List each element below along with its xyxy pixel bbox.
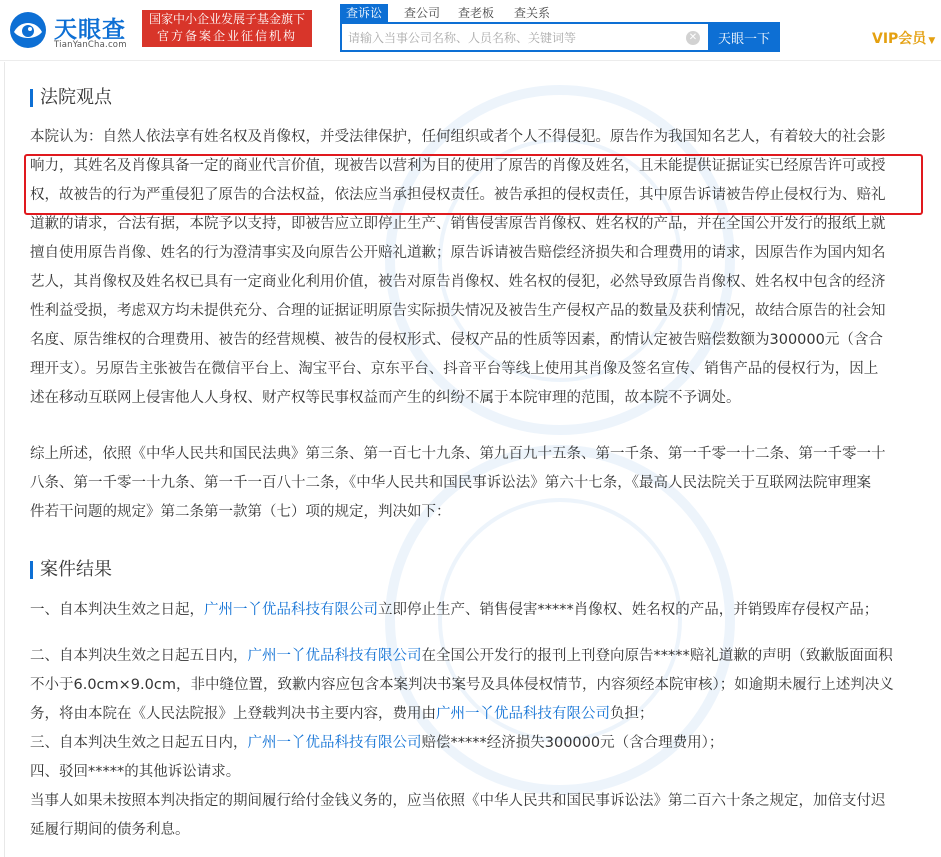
official-badge — [142, 10, 312, 47]
text-line: 四、驳回*****的其他诉讼请求。 — [30, 764, 241, 780]
text-line: 不小于6.0cm×9.0cm，非中缝位置，致歉内容应包含本案判决书案号及具体侵权情节，内容须经本院审核）；如逾期未履行上述判决义 — [30, 677, 894, 693]
result-text: 二、自本判决生效之日起五日内， — [30, 648, 248, 664]
text-line: 理开支）。另原告主张被告在微信平台上、淘宝平台、京东平台、抖音平台等线上使用其肖像及签名宣传、销售产品的侵权行为，因上 — [30, 361, 879, 377]
vip-member-link[interactable] — [872, 28, 935, 48]
text-line — [30, 729, 920, 758]
chevron-down-icon: ▼ — [928, 36, 936, 46]
badge-line-2: 官方备案企业征信机构 — [156, 29, 297, 43]
result-item-1 — [30, 596, 920, 625]
section-title-case-result: 案件结果 — [30, 558, 112, 582]
text-line — [30, 596, 920, 625]
text-line: 件若干问题的规定》第二条第一款第（七）项的规定，判决如下： — [30, 504, 451, 520]
company-link[interactable]: 广州一丫优品科技有限公司 — [204, 602, 378, 618]
company-link[interactable]: 广州一丫优品科技有限公司 — [247, 648, 422, 664]
company-link[interactable]: 广州一丫优品科技有限公司 — [436, 706, 610, 722]
result-text: 立即停止生产、销售侵害*****肖像权、姓名权的产品，并销毁库存侵权产品； — [378, 602, 879, 618]
result-item-2 — [30, 642, 920, 845]
court-opinion-paragraph — [30, 123, 920, 413]
clear-icon[interactable]: ✕ — [686, 31, 700, 45]
text-line: 延履行期间的债务利息。 — [30, 822, 190, 838]
judgment-basis-paragraph — [30, 440, 920, 527]
result-text: 在全国公开发行的报刊上刊登向原告*****赔礼道歉的声明（致歉版面面积 — [421, 648, 893, 664]
text-line: 八条、第一千零一十九条、第一千一百八十二条，《中华人民共和国民事诉讼法》第六十七条，《最高人民法院关于互联网法院审理案 — [30, 475, 871, 491]
text-line: 艺人，其肖像权及姓名权已具有一定商业化利用价值，被告对原告肖像权、姓名权的侵犯，必然导致原告肖像权、姓名权中包含的经济 — [30, 274, 886, 290]
logo-eye-icon — [8, 10, 48, 50]
content-left-border — [4, 62, 5, 857]
result-text: 务，将由本院在《人民法院报》上登载判决书主要内容，费用由 — [30, 706, 436, 722]
tab-relation[interactable]: 查关系 — [514, 6, 551, 20]
logo-domain: TianYanCha.com — [54, 40, 127, 50]
result-text: 负担； — [610, 706, 654, 722]
section-title-court-opinion: 法院观点 — [30, 86, 112, 110]
badge-line-1: 国家中小企业发展子基金旗下 — [148, 12, 305, 26]
result-text: 三、自本判决生效之日起五日内， — [30, 735, 248, 751]
tab-company[interactable]: 查公司 — [404, 6, 441, 20]
text-line: 综上所述，依照《中华人民共和国民法典》第三条、第一百七十九条、第九百九十五条、第一千条、第一千零一十二条、第一千零一十 — [30, 446, 886, 462]
search-input[interactable] — [348, 28, 678, 48]
text-line: 权，故被告的行为严重侵犯了原告的合法权益，依法应当承担侵权责任。被告承担的侵权责任，其中原告诉请被告停止侵权行为、赔礼 — [30, 187, 886, 203]
text-line: 本院认为：自然人依法享有姓名权及肖像权，并受法律保护，任何组织或者个人不得侵犯。原告作为我国知名艺人，有着较大的社会影 — [30, 129, 886, 145]
vip-label: VIP会员 — [872, 31, 927, 47]
logo-text: 天眼查 — [54, 17, 126, 43]
search-button[interactable]: 天眼一下 — [708, 22, 780, 52]
text-line: 名度、原告维权的合理费用、被告的经营规模、被告的侵权形式、侵权产品的性质等因素，酌情认定被告赔偿数额为300000元（含合 — [30, 332, 883, 348]
tianyancha-logo[interactable] — [8, 8, 140, 52]
text-line: 响力，其姓名及肖像具备一定的商业代言价值，现被告以营利为目的使用了原告的肖像及姓名，且未能提供证据证实已经原告许可或授 — [30, 158, 886, 174]
text-line: 擅自使用原告肖像、姓名的行为澄清事实及向原告公开赔礼道歉；原告诉请被告赔偿经济损失和合理费用的请求，因原告作为国内知名 — [30, 245, 886, 261]
result-text: 一、自本判决生效之日起， — [30, 602, 204, 618]
tab-boss[interactable]: 查老板 — [458, 6, 495, 20]
company-link[interactable]: 广州一丫优品科技有限公司 — [247, 735, 422, 751]
search-box — [340, 22, 708, 52]
text-line: 道歉的请求，合法有据，本院予以支持，即被告应立即停止生产、销售侵害原告肖像权、姓名权的产品，并在全国公开发行的报纸上就 — [30, 216, 886, 232]
text-line: 述在移动互联网上侵害他人人身权、财产权等民事权益而产生的纠纷不属于本院审理的范围，故本院不予调处。 — [30, 390, 741, 406]
text-line: 当事人如果未按照本判决指定的期间履行给付金钱义务的，应当依照《中华人民共和国民事诉讼法》第二百六十条之规定，加倍支付迟 — [30, 793, 886, 809]
result-text: 赔偿*****经济损失300000元（含合理费用）； — [421, 735, 724, 751]
tab-lawsuit[interactable]: 查诉讼 — [340, 4, 388, 22]
text-line — [30, 642, 920, 671]
text-line — [30, 700, 920, 729]
text-line: 性利益受损，考虑双方均未提供充分、合理的证据证明原告实际损失情况及被告生产侵权产品的数量及获利情况，故结合原告的社会知 — [30, 303, 886, 319]
top-header — [0, 0, 941, 61]
